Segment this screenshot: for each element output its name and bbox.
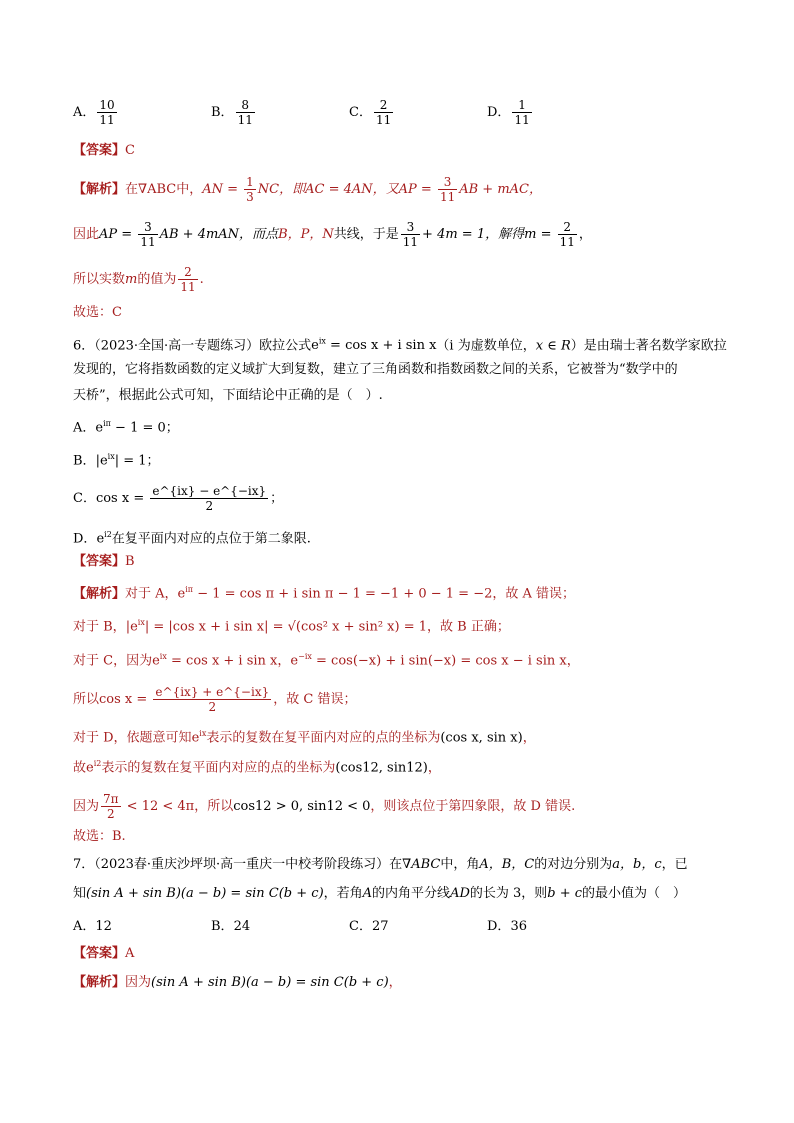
frac-den: 11 [439,190,456,204]
text: ， [566,653,580,669]
math [311,338,436,353]
text: 因此 [73,227,100,242]
text: B． [73,453,96,469]
q6-analysis-line-5 [73,724,536,748]
fraction [401,220,420,249]
text: 的对边分别为 [534,857,613,872]
math: NC，即 [257,182,306,197]
text: 6．（2023·全国·高一专题练习）欧拉公式 [73,338,312,354]
text: 对于 C，因为 [73,653,153,669]
q5-answer [73,141,135,161]
sup: ix [107,452,115,461]
frac-num: 1 [512,98,531,113]
text: 在复平面内对应的点位于第二象限. [111,531,311,547]
answer-value: C [125,143,135,158]
text: 共线，于是 [333,227,399,242]
text: ，故 C 错误； [273,692,357,707]
q6-analysis-line-2 [73,613,510,637]
math: (cos12, sin12) [335,760,428,776]
q6-analysis-line-7 [73,792,575,821]
option-label: D． [487,919,511,934]
text: 表示的复数在复平面内对应的点的坐标为 [101,760,336,776]
text: . [199,272,204,287]
math: = cos(−x) + i sin(−x) = cos x − i sin x [311,653,567,669]
q6-stem-line-1 [73,332,727,356]
math: (cos x, sin x) [440,730,523,746]
option-value: 24 [233,919,251,934]
text: 在∇ABC中， [125,182,203,197]
math: m [125,272,138,287]
answer-tag: 【答案】 [73,946,126,961]
math: | = |cos x + i sin x| = √(cos² x + sin² x) = 1 [144,619,427,635]
q6-analysis-line-4 [73,685,356,714]
q5-option-b [211,98,257,127]
frac-den: 11 [140,235,156,249]
q6-analysis-line-3 [73,647,580,671]
text: 故 [73,760,87,776]
frac-den: 11 [559,235,575,249]
text: ，所以 [194,799,234,814]
fraction [150,484,268,513]
text: e [311,338,319,354]
text: ，故 A 错误； [492,586,576,602]
text: 对于 D，依题意可知 [73,730,192,746]
text: C． [73,491,96,506]
math: − 1 = cos π + i sin π − 1 = −1 + 0 − 1 = −2 [193,586,493,602]
math: AP = [398,182,436,197]
sup: ix [137,618,145,627]
math: a，b，c [612,857,662,872]
q6-analysis-line-1 [73,580,575,604]
math: cos x = [95,491,149,506]
frac-den: 11 [402,235,419,249]
frac-num: 3 [138,220,157,235]
text: 表示的复数在复平面内对应的点的坐标为 [206,730,441,746]
sup: iπ [185,585,194,594]
q7-option-c [349,915,389,934]
text: ，故 B 正确； [427,619,510,635]
text: A． [73,420,96,436]
frac-num: 2 [374,98,393,113]
q5-option-d [487,98,534,127]
math: < 12 < 4π [122,799,195,814]
text: ； [270,491,284,506]
text: = cos x + i sin x [325,338,437,354]
sup: iπ [103,419,111,428]
frac-den: 2 [208,700,217,714]
math: | = 1； [114,453,160,469]
frac-den: 11 [237,113,253,127]
fraction [101,792,121,821]
math: x ∈ R [535,338,571,354]
math: e [86,760,94,776]
frac-den: 3 [246,190,254,204]
fraction [138,220,157,249]
option-label: A． [73,105,96,120]
text: ，则该点位于第四象限，故 D 错误. [370,799,576,814]
option-label: C． [349,919,372,934]
text: 所以 [73,692,100,707]
option-label: B． [211,919,234,934]
text: D． [73,531,97,547]
sup: i2 [104,530,112,539]
q6-stem-line-2: 发现的，它将指数函数的定义域扩大到复数，建立了三角函数和指数函数之间的关系，它被誉为“数学中的 [73,362,678,377]
frac-num: 7π [103,792,119,806]
text: 对于 A， [125,586,178,602]
frac-den: 11 [180,280,196,294]
text: 7．（2023春·重庆沙坪坝·高一重庆一中校考阶段练习）在 [73,857,403,872]
fraction [178,265,197,294]
math: B，P，N [278,227,334,242]
math: b + c [547,886,583,901]
q6-option-d [73,525,311,549]
text: 所以实数 [73,272,126,287]
fraction [512,98,531,127]
text: 的内角平分线 [372,886,451,901]
q6-option-c [73,484,283,513]
q6-option-b [73,447,160,471]
q6-answer [73,552,135,572]
text: 对于 B， [73,619,126,635]
q6-analysis-line-6 [73,754,441,778]
analysis-tag: 【解析】 [73,182,126,197]
answer-tag: 【答案】 [73,554,126,569]
frac-num: e^{ix} − e^{−ix} [152,484,267,498]
math: AP = [99,227,137,242]
math: e [191,730,200,746]
sup: i2 [93,759,102,768]
math: − 1 = 0； [110,420,179,436]
fraction [236,98,255,127]
fraction [153,685,271,714]
text: ，已 [661,857,688,872]
option-value: 27 [371,919,389,934]
text: 因为 [125,975,152,990]
math: A [362,886,373,901]
option-label: C． [349,105,372,120]
text: （i 为虚数单位， [436,338,536,354]
frac-num: 10 [99,98,115,112]
math: cos x = [99,692,152,707]
answer-tag: 【答案】 [73,143,126,158]
fraction [558,220,577,249]
q7-stem-line-2 [73,884,686,904]
fraction [244,175,256,204]
q5-option-a [73,98,119,127]
text: ， [388,975,402,990]
frac-num: 3 [438,175,457,190]
option-label: B． [211,105,234,120]
q7-analysis-line-1 [73,973,402,993]
sup: ix [318,337,326,346]
fraction [97,98,116,127]
text: 因为 [73,799,100,814]
math: AB + 4mAN，而点 [159,227,279,242]
q7-answer [73,944,134,964]
math: m = [524,227,556,242]
q5-analysis-line-2: 因此AP = $\frac{3}{11}$ AB + 4mAN，而点B，P，N共线，于是 $\frac{3}{11}$ + 4m = 1，解得m = $\frac{2}{11}$ ， [73,220,592,249]
math: e [152,653,160,669]
sup: ix [199,729,207,738]
frac-den: 11 [514,113,530,127]
text: ， [277,653,291,669]
q6-choose: 故选：B. [73,829,126,844]
q6-stem-line-3: 天桥”，根据此公式可知，下面结论中正确的是（ ）. [73,388,383,403]
math: ∇ABC [402,857,441,872]
analysis-tag: 【解析】 [73,586,126,602]
text: 中，角 [440,857,480,872]
text: ， [427,760,441,776]
option-value: 36 [510,919,527,934]
text: 的长为 3，则 [469,886,548,901]
text: 的值为 [137,272,177,287]
math: e [95,420,104,436]
math: e [177,586,186,602]
frac-den: 2 [106,807,115,821]
frac-num: 1 [246,175,254,189]
option-value: 12 [95,919,112,934]
q7-option-a [73,915,112,934]
q6-option-a [73,414,179,438]
q5-analysis-line-1 [73,175,542,204]
text: 知 [73,886,87,901]
math: e [290,653,299,669]
math: cos12 > 0, sin12 < 0 [233,799,371,814]
answer-value: A [125,946,135,961]
math: e [96,531,105,547]
math: AD [450,886,470,901]
fraction [374,98,393,127]
math: + 4m = 1，解得 [422,227,525,242]
sup: −ix [298,652,312,661]
frac-num: e^{ix} + e^{−ix} [155,685,270,699]
q5-option-c [349,98,395,127]
q7-option-b [211,915,250,934]
frac-den: 11 [99,113,115,127]
math: AC = 4AN，又 [305,182,399,197]
option-label: D． [487,105,511,120]
math: (sin A + sin B)(a − b) = sin C(b + c) [151,975,389,990]
math: AN = [202,182,243,197]
frac-num: 2 [558,220,577,235]
frac-den: 11 [375,113,392,127]
option-label: A． [73,919,96,934]
text: ）是由瑞士著名数学家欧拉 [570,338,727,354]
text: 的最小值为（ ） [582,886,687,901]
frac-den: 2 [205,499,214,513]
frac-num: 8 [236,98,255,113]
frac-num: 2 [178,265,197,280]
q7-stem-line-1 [73,855,688,875]
fraction [438,175,457,204]
q5-choose: 故选：C [73,305,122,320]
math: A，B，C [479,857,535,872]
math: |e [95,453,108,469]
q5-analysis-line-3 [73,265,204,294]
math: |e [125,619,138,635]
answer-value: B [125,554,135,569]
math: (sin A + sin B)(a − b) = sin C(b + c) [86,886,324,901]
text: ，若角 [323,886,363,901]
q7-option-d [487,915,527,934]
analysis-tag: 【解析】 [73,975,126,990]
text: ， [522,730,536,746]
math: AB + mAC， [459,182,542,197]
frac-num: 3 [401,220,420,235]
sup: ix [159,652,167,661]
math: = cos x + i sin x [166,653,278,669]
